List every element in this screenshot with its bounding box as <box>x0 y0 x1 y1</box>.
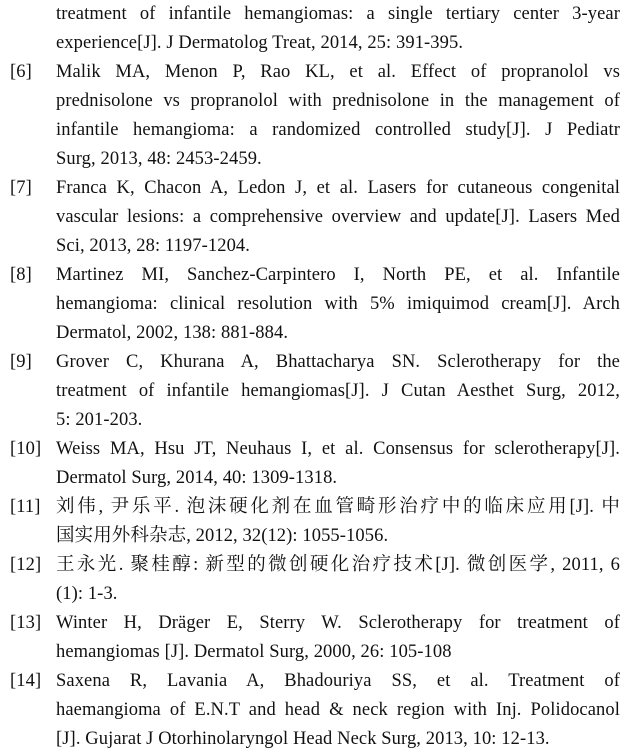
ref-6-line-4: Surg, 2013, 48: 2453-2459. <box>56 149 262 169</box>
ref-8-line-2: hemangioma: clinical resolution with 5% imiquimod cream[J]. Arch <box>56 294 620 314</box>
ref-11-line-2: 国实用外科杂志, 2012, 32(12): 1055-1056. <box>56 526 389 546</box>
ref-10-line-2: Dermatol Surg, 2014, 40: 1309-1318. <box>56 468 338 488</box>
ref-9-line-3: 5: 201-203. <box>56 410 143 430</box>
ref-12-number: [12] <box>10 555 42 575</box>
ref-6-line-2: prednisolone vs propranolol with prednisolone in the management of <box>56 91 620 111</box>
ref-7-number: [7] <box>10 178 32 198</box>
ref-12-line-1: 王永光. 聚桂醇: 新型的微创硬化治疗技术[J]. 微创医学, 2011, 6 <box>56 555 620 575</box>
ref-6-number: [6] <box>10 62 32 82</box>
ref-11-line-1: 刘伟, 尹乐平. 泡沫硬化剂在血管畸形治疗中的临床应用[J]. 中 <box>56 497 620 517</box>
ref-8-number: [8] <box>10 265 32 285</box>
ref-11-number: [11] <box>10 497 41 517</box>
ref-10-number: [10] <box>10 439 42 459</box>
ref-7-line-2: vascular lesions: a comprehensive overview and update[J]. Lasers Med <box>56 207 620 227</box>
ref-9-line-2: treatment of infantile hemangiomas[J]. J Cutan Aesthet Surg, 2012, <box>56 381 620 401</box>
ref-6-line-3: infantile hemangioma: a randomized controlled study[J]. J Pediatr <box>56 120 620 140</box>
ref-5-line-2: treatment of infantile hemangiomas: a single tertiary center 3-year <box>56 4 620 24</box>
ref-13-line-2: hemangiomas [J]. Dermatol Surg, 2000, 26: 105-108 <box>56 642 452 662</box>
ref-9-number: [9] <box>10 352 32 372</box>
ref-10-line-1: Weiss MA, Hsu JT, Neuhaus I, et al. Consensus for sclerotherapy[J]. <box>56 439 620 459</box>
ref-7-line-3: Sci, 2013, 28: 1197-1204. <box>56 236 251 256</box>
ref-14-line-1: Saxena R, Lavania A, Bhadouriya SS, et al. Treatment of <box>56 671 620 691</box>
ref-7-line-1: Franca K, Chacon A, Ledon J, et al. Lasers for cutaneous congenital <box>56 178 620 198</box>
ref-8-line-1: Martinez MI, Sanchez-Carpintero I, North PE, et al. Infantile <box>56 265 620 285</box>
ref-8-line-3: Dermatol, 2002, 138: 881-884. <box>56 323 289 343</box>
ref-14-line-2: haemangioma of E.N.T and head & neck region with Inj. Polidocanol <box>56 700 620 720</box>
ref-12-line-2: (1): 1-3. <box>56 584 118 604</box>
ref-5-line-3: experience[J]. J Dermatolog Treat, 2014, 25: 391-395. <box>56 33 464 53</box>
ref-14-number: [14] <box>10 671 42 691</box>
ref-9-line-1: Grover C, Khurana A, Bhattacharya SN. Sclerotherapy for the <box>56 352 620 372</box>
ref-13-number: [13] <box>10 613 42 633</box>
ref-6-line-1: Malik MA, Menon P, Rao KL, et al. Effect of propranolol vs <box>56 62 620 82</box>
ref-13-line-1: Winter H, Dräger E, Sterry W. Sclerotherapy for treatment of <box>56 613 620 633</box>
ref-14-line-3: [J]. Gujarat J Otorhinolaryngol Head Neck Surg, 2013, 10: 12-13. <box>56 729 550 749</box>
